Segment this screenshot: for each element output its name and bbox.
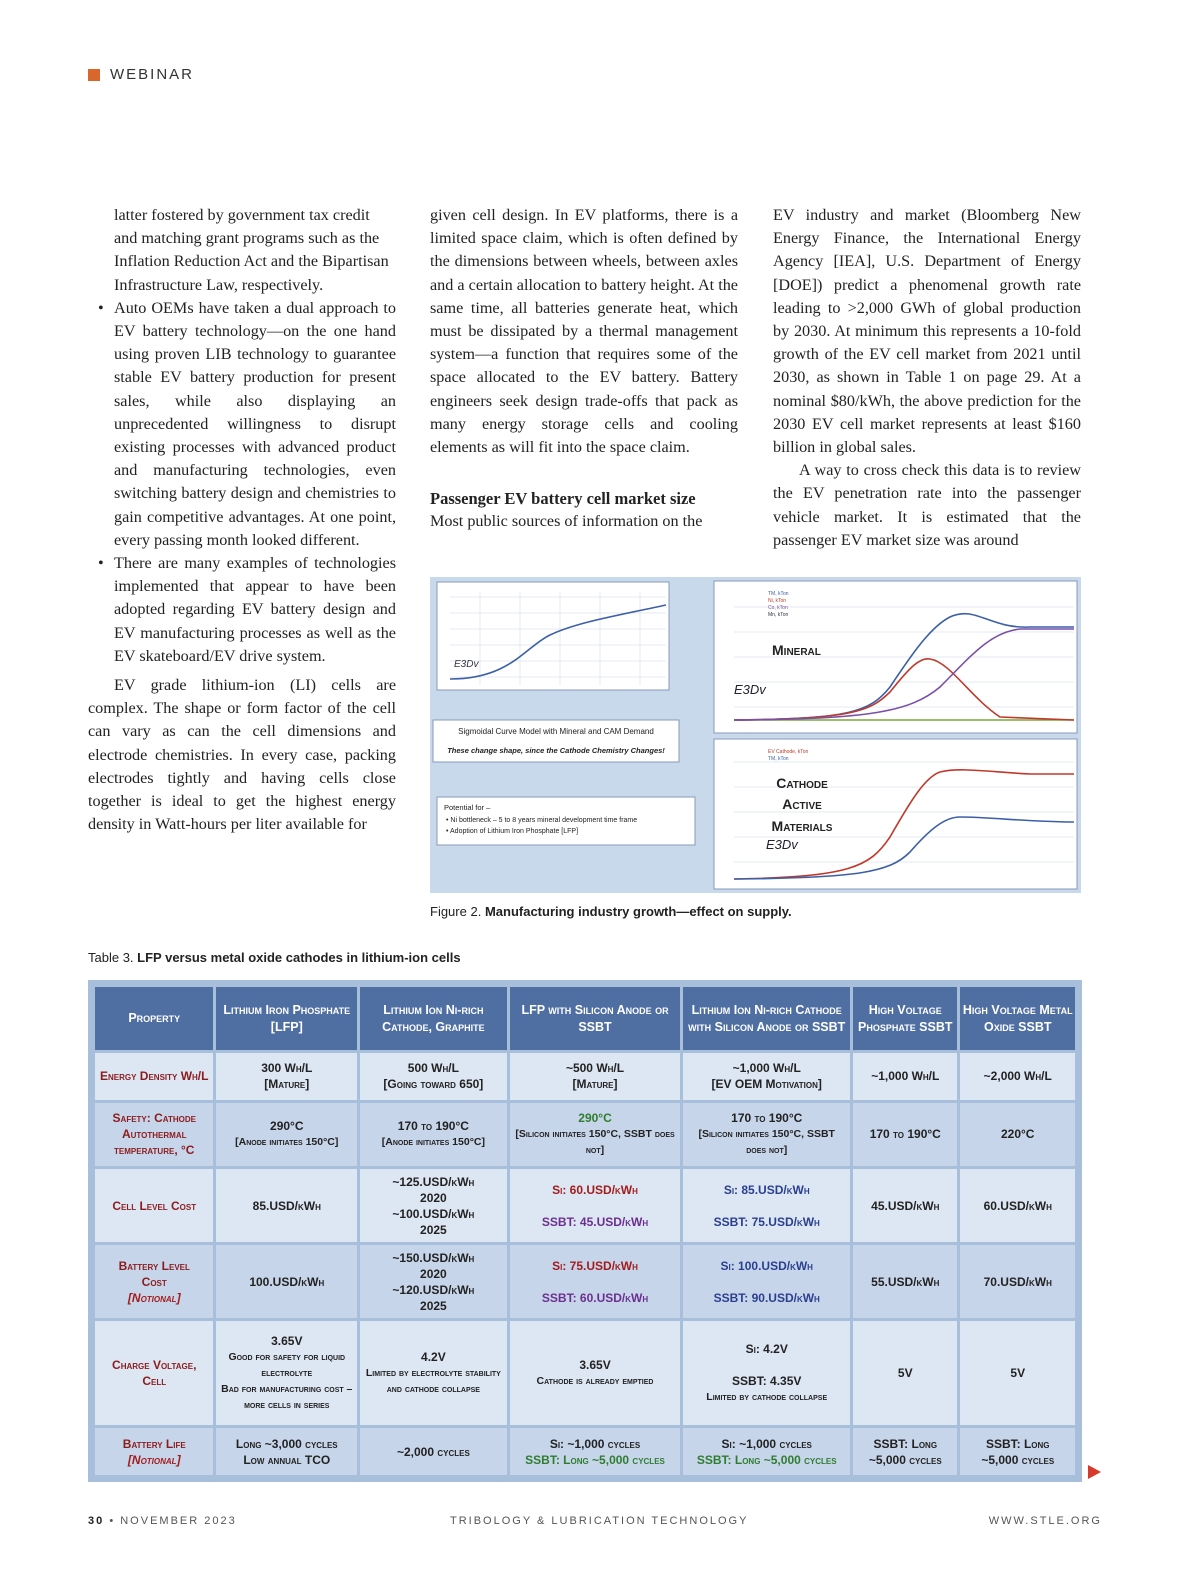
table-cell: 5V: [853, 1321, 957, 1425]
header-ni-rich-graphite: Lithium Ion Ni-rich Cathode, Graphite: [360, 987, 507, 1050]
bullet-item-1: • Auto OEMs have taken a dual approach to EV battery technology—on the one hand using proven LIB technology to guarantee stable EV battery production for present sales, while also displaying an unprecedented willingness to disrupt existing processes with advanced product and manufacturing technologies, even switching battery design and chemistries to gain competitive advantages. At one point, every passing month looked different.: [98, 298, 396, 549]
table-cell: SSBT: Long ~5,000 cycles: [853, 1428, 957, 1475]
table-cell: 300 Wh/L [Mature]: [216, 1053, 357, 1100]
text-box-2-item-2: • Adoption of Lithium Iron Phosphate [LFP]: [446, 828, 579, 835]
table-cell: Si: ~1,000 cycles SSBT: Long ~5,000 cycles: [510, 1428, 681, 1475]
body-paragraph: EV industry and market (Bloomberg New Energy Finance, the International Energy Agency [IEA], U.S. Department of Energy [DOE]) predict a phenomenal growth rate leading to >2,000 GWh of global production by 2030. At minimum this represents a 10-fold growth of the EV cell market from 2021 until 2030, as shown in Table 1 on page 29. At a nominal $80/kWh, the above prediction for the 2030 EV cell market represents at least $160 billion in global sales.: [773, 206, 1081, 457]
table-row: [95, 1053, 1075, 1100]
cam-legend-2: TM, kTon: [768, 756, 789, 762]
table-cell: Si: 60.USD/kWh SSBT: 45.USD/kWh: [510, 1169, 681, 1242]
footer-separator: •: [109, 1515, 121, 1527]
text-box-1-subtitle: These change shape, since the Cathode Chemistry Changes!: [447, 746, 665, 755]
table-cell: ~1,000 Wh/L [EV OEM Motivation]: [683, 1053, 850, 1100]
row-property: Battery Life [Notional]: [95, 1428, 213, 1475]
table-row: [95, 1103, 1075, 1166]
table-cell: ~1,000 Wh/L: [853, 1053, 957, 1100]
table-cell: 290°C [Anode initiates 150°C]: [216, 1103, 357, 1166]
footer-website[interactable]: WWW.STLE.ORG: [988, 1515, 1102, 1527]
text-box-2-title: Potential for –: [444, 803, 491, 812]
table-cell: 4.2V Limited by electrolyte stability and cathode collapse: [360, 1321, 507, 1425]
table-cell: 220°C: [960, 1103, 1075, 1166]
table-label: Table 3.: [88, 950, 134, 965]
section-label: WEBINAR: [110, 66, 195, 83]
text-column-3: [773, 204, 1081, 552]
bullet-icon: •: [98, 554, 104, 573]
figure-2: [430, 577, 1081, 893]
header-lfp: Lithium Iron Phosphate [LFP]: [216, 987, 357, 1050]
table-cell: 70.USD/kWh: [960, 1245, 1075, 1318]
row-property: Energy Density Wh/L: [95, 1053, 213, 1100]
lfp-comparison-table: [92, 984, 1078, 1478]
table-cell: 170 to 190°C: [853, 1103, 957, 1166]
mineral-legend-1: TM, kTon: [768, 591, 789, 597]
figure-caption: [430, 904, 792, 919]
table-cell: 85.USD/kWh: [216, 1169, 357, 1242]
row-property: Charge Voltage, Cell: [95, 1321, 213, 1425]
bullet-icon: •: [98, 298, 104, 317]
text-box-1-title: Sigmoidal Curve Model with Mineral and CAM Demand: [458, 727, 654, 736]
section-tag: [88, 66, 194, 83]
table-cell: ~500 Wh/L [Mature]: [510, 1053, 681, 1100]
section-subheading: Passenger EV battery cell market size: [430, 489, 696, 509]
table-cell: 170 to 190°C [Anode initiates 150°C]: [360, 1103, 507, 1166]
body-paragraph: given cell design. In EV platforms, there is a limited space claim, which is often defined by the dimensions between wheels, between axles and a certain allocation to battery height. At the same time, all batteries generate heat, which must be dissipated by a thermal management system—a function that requires some of the space allocated to the EV battery. Battery engineers seek design trade-offs that pack as many energy storage cells and cooling elements as will fit into the space claim.: [430, 206, 738, 457]
table-cell: 55.USD/kWh: [853, 1245, 957, 1318]
section-square-icon: [88, 69, 100, 81]
table-cell: ~125.USD/kWh 2020 ~100.USD/kWh 2025: [360, 1169, 507, 1242]
table-row: [95, 1245, 1075, 1318]
continue-arrow-icon: [1088, 1465, 1101, 1479]
table-cell: 170 to 190°C [Silicon initiates 150°C, SSBT does not]: [683, 1103, 850, 1166]
table-cell: Si: ~1,000 cycles SSBT: Long ~5,000 cycles: [683, 1428, 850, 1475]
cam-label-3: Materials: [771, 818, 833, 834]
table-cell: 290°C [Silicon initiates 150°C, SSBT does not]: [510, 1103, 681, 1166]
body-paragraph: Most public sources of information on the: [430, 512, 703, 531]
figure-logo-small: E3Dv: [454, 659, 479, 670]
table-cell: Si: 75.USD/kWh SSBT: 60.USD/kWh: [510, 1245, 681, 1318]
figure-2-graphic: [430, 577, 1081, 893]
header-lfp-silicon: LFP with Silicon Anode or SSBT: [510, 987, 681, 1050]
cam-label-2: Active: [782, 796, 822, 812]
table-cell: 3.65V Good for safety for liquid electrolyte Bad for manufacturing cost – more cells in series: [216, 1321, 357, 1425]
row-property: Cell Level Cost: [95, 1169, 213, 1242]
table-cell: 500 Wh/L [Going toward 650]: [360, 1053, 507, 1100]
text-column-1: [88, 204, 396, 836]
table-caption: [88, 950, 461, 965]
table-cell: 60.USD/kWh: [960, 1169, 1075, 1242]
body-paragraph: A way to cross check this data is to review the EV penetration rate into the passenger vehicle market. It is estimated that the passenger EV market size was around: [773, 461, 1081, 549]
table-cell: Long ~3,000 cycles Low annual TCO: [216, 1428, 357, 1475]
row-property: Battery Level Cost [Notional]: [95, 1245, 213, 1318]
table-cell: SSBT: Long ~5,000 cycles: [960, 1428, 1075, 1475]
table-cell: ~2,000 cycles: [360, 1428, 507, 1475]
row-property: Safety: Cathode Autothermal temperature, °C: [95, 1103, 213, 1166]
table-cell: Si: 4.2V SSBT: 4.35V Limited by cathode collapse: [683, 1321, 850, 1425]
table-cell: 3.65V Cathode is already emptied: [510, 1321, 681, 1425]
table-3: [88, 980, 1082, 1482]
footer-page-date: [88, 1515, 237, 1527]
header-hv-metal-oxide: High Voltage Metal Oxide SSBT: [960, 987, 1075, 1050]
table-cell: Si: 100.USD/kWh SSBT: 90.USD/kWh: [683, 1245, 850, 1318]
page-number: 30: [88, 1515, 105, 1527]
footer-publication: TRIBOLOGY & LUBRICATION TECHNOLOGY: [450, 1515, 749, 1527]
table-row: [95, 1321, 1075, 1425]
table-cell: ~150.USD/kWh 2020 ~120.USD/kWh 2025: [360, 1245, 507, 1318]
text-column-2: [430, 204, 738, 534]
issue-date: NOVEMBER 2023: [120, 1515, 237, 1527]
cam-legend-1: EV Cathode, kTon: [768, 749, 809, 755]
cam-label-1: Cathode: [776, 775, 828, 791]
bullet-continuation: latter fostered by government tax credit and matching grant programs such as the Inflation Reduction Act and the Bipartisan Infrastructure Law, respectively.: [114, 206, 389, 294]
body-paragraph: EV grade lithium-ion (LI) cells are complex. The shape or form factor of the cell can vary as can the cell dimensions and electrode chemistries. In every case, packing electrodes tightly and having cells close together is ideal to get the highest energy density in Watt-hours per liter available for: [88, 676, 396, 834]
text-box-2-item-1: • Ni bottleneck – 5 to 8 years mineral development time frame: [446, 817, 638, 824]
table-cell: ~2,000 Wh/L: [960, 1053, 1075, 1100]
header-property: Property: [95, 987, 213, 1050]
table-cell: Si: 85.USD/kWh SSBT: 75.USD/kWh: [683, 1169, 850, 1242]
mineral-legend-3: Co, kTon: [768, 605, 788, 611]
mineral-legend-2: Ni, kTon: [768, 598, 787, 604]
table-cell: 100.USD/kWh: [216, 1245, 357, 1318]
figure-caption-text: Manufacturing industry growth—effect on supply.: [484, 904, 792, 919]
header-hv-phosphate: High Voltage Phosphate SSBT: [853, 987, 957, 1050]
sigmoid-chart-panel: [437, 582, 669, 690]
figure-logo-mineral: E3Dv: [734, 682, 766, 697]
table-cell: 45.USD/kWh: [853, 1169, 957, 1242]
table-row: [95, 1428, 1075, 1475]
table-header-row: [95, 987, 1075, 1050]
header-ni-rich-silicon: Lithium Ion Ni-rich Cathode with Silicon Anode or SSBT: [683, 987, 850, 1050]
table-row: [95, 1169, 1075, 1242]
mineral-legend-4: Mn, kTon: [768, 612, 789, 618]
bullet-item-2: • There are many examples of technologies implemented that appear to have been adopted regarding EV battery design and EV manufacturing processes as well as the EV skateboard/EV drive system.: [98, 554, 396, 665]
figure-label: Figure 2.: [430, 904, 482, 919]
table-caption-text: LFP versus metal oxide cathodes in lithium-ion cells: [137, 950, 461, 965]
mineral-label: Mineral: [772, 642, 821, 658]
figure-logo-cam: E3Dv: [766, 837, 798, 852]
table-cell: 5V: [960, 1321, 1075, 1425]
